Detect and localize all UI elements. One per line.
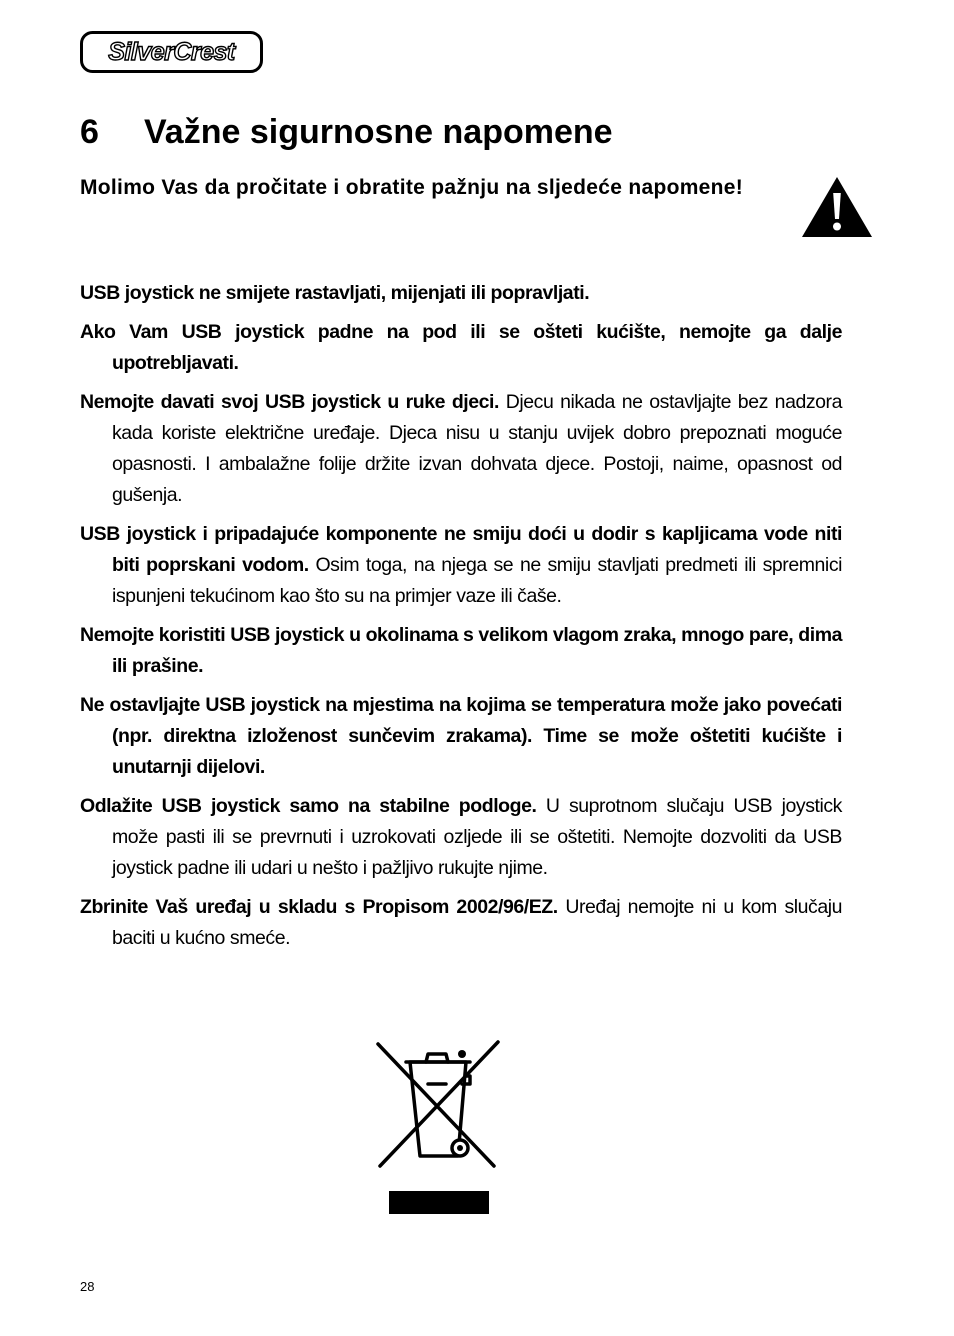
safety-note (80, 620, 842, 682)
section-number: 6 (80, 113, 99, 151)
safety-note (80, 791, 842, 884)
safety-note-text: Djecu nikada ne ostavljajte bez nadzora kada koriste električne uređaje. Djeca nisu u stanju uvijek dobro prepoznati moguće opasnosti. I ambalažne folije držite izvan dohvata djece. Postoji, naime, opasnost od gušenja. (112, 391, 842, 506)
safety-note (80, 317, 842, 379)
section-title: Važne sigurnosne napomene (144, 113, 613, 151)
safety-note-bold: Odlažite USB joystick samo na stabilne podloge. (80, 795, 537, 817)
safety-note (80, 892, 842, 954)
safety-note-bold: Nemojte davati svoj USB joystick u ruke djeci. (80, 391, 499, 413)
crossed-out-wheelie-bin-icon (374, 1038, 502, 1172)
safety-note-bold: USB joystick i pripadajuće komponente ne smiju doći u dodir s kapljicama vode niti biti poprskani vodom. (80, 523, 842, 576)
safety-note (80, 519, 842, 612)
safety-note-text: U suprotnom slučaju USB joystick može pasti ili se prevrnuti i uzrokovati ozljede ili se oštetiti. Nemojte dozvoliti da USB joystick padne ili udari u nešto i pažljivo rukujte njime. (112, 795, 842, 879)
page-number: 28 (80, 1279, 95, 1294)
warning-triangle-icon (800, 175, 874, 239)
safety-notes-list (80, 278, 842, 962)
safety-note-bold: Zbrinite Vaš uređaj u skladu s Propisom 2002/96/EZ. (80, 896, 558, 918)
weee-black-bar (389, 1191, 489, 1214)
safety-note-bold: USB joystick ne smijete rastavljati, mijenjati ili popravljati. (80, 282, 590, 304)
silvercrest-logo (80, 31, 263, 73)
safety-note-bold: Ako Vam USB joystick padne na pod ili se ošteti kućište, nemojte ga dalje upotrebljavati. (80, 321, 842, 374)
safety-note (80, 278, 842, 309)
safety-note-bold: Ne ostavljajte USB joystick na mjestima na kojima se temperatura može jako povećati (npr. direktna izloženost sunčevim zrakama). Time se može oštetiti kućište i unutarnji dijelovi. (80, 694, 842, 778)
safety-note (80, 387, 842, 511)
safety-note-bold: Nemojte koristiti USB joystick u okolinama s velikom vlagom zraka, mnogo pare, dima ili prašine. (80, 624, 842, 677)
brand-name: SilverCrest (108, 38, 235, 66)
intro-text: Molimo Vas da pročitate i obratite pažnju na sljedeće napomene! (80, 176, 744, 199)
safety-note-text: Osim toga, na njega se ne smiju stavljati predmeti ili spremnici ispunjeni tekućinom kao što su na primjer vaze ili čaše. (112, 554, 842, 607)
section-heading (80, 110, 613, 154)
safety-note-text: Uređaj nemojte ni u kom slučaju baciti u kućno smeće. (112, 896, 842, 949)
safety-note (80, 690, 842, 783)
